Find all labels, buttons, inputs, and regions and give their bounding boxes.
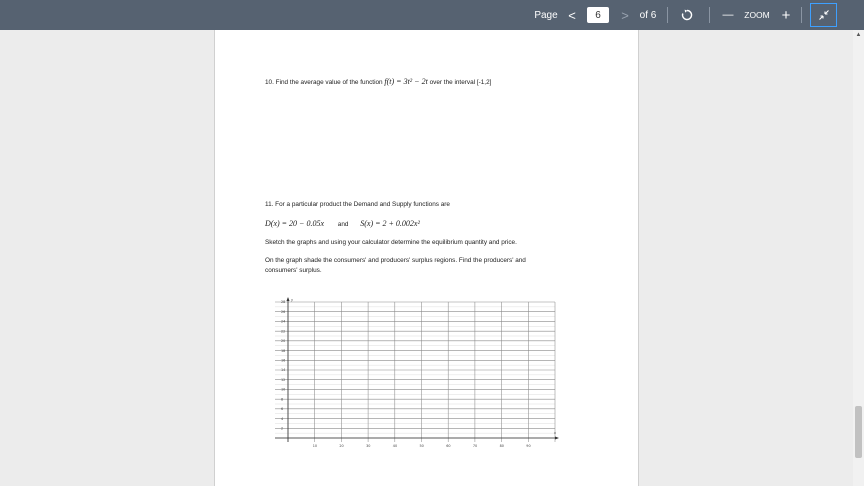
grid-lines	[275, 302, 555, 442]
supply-function: S(x) = 2 + 0.002x²	[360, 219, 420, 228]
tick-labels	[281, 300, 531, 448]
y-tick-label: 2	[281, 426, 284, 431]
y-tick-label: 26	[281, 309, 286, 314]
x-axis-arrow	[555, 437, 559, 440]
y-tick-label: 10	[281, 387, 286, 392]
scrollbar-thumb[interactable]	[855, 406, 862, 458]
q11-shade-instruction-line1: On the graph shade the consumers' and producers' surplus regions. Find the producers' and	[265, 257, 526, 264]
y-tick-label: 14	[281, 368, 286, 373]
y-tick-label: 6	[281, 407, 284, 412]
x-tick-label: 60	[446, 444, 451, 448]
y-tick-label: 24	[281, 319, 286, 324]
x-tick-label: 20	[339, 444, 344, 448]
q10-suffix: over the interval [-1,2]	[429, 79, 492, 86]
toolbar-divider	[801, 7, 802, 23]
axes	[275, 297, 559, 442]
x-tick-label: 90	[526, 444, 531, 448]
viewer-toolbar	[0, 0, 864, 30]
question-10	[265, 77, 491, 86]
toolbar-divider	[667, 7, 668, 23]
collapse-icon	[818, 9, 830, 21]
x-tick-label: 40	[392, 444, 398, 448]
page-label: Page	[534, 9, 558, 21]
rotate-button[interactable]	[676, 0, 698, 30]
page-number-input[interactable]: 6	[587, 7, 609, 23]
y-tick-label: 8	[281, 397, 284, 402]
q11-shade-instruction-line2: consumers' surplus.	[265, 267, 322, 274]
zoom-in-button[interactable]: +	[781, 6, 791, 24]
x-tick-label: 80	[499, 444, 504, 448]
x-axis-label: x	[554, 431, 557, 435]
graph-grid	[263, 296, 563, 456]
scroll-up-icon[interactable]: ▲	[855, 32, 862, 38]
y-tick-label: 4	[281, 416, 284, 421]
prev-page-button[interactable]: <	[568, 7, 576, 23]
y-tick-label: 28	[281, 300, 286, 305]
next-page-button[interactable]: >	[621, 7, 629, 23]
y-tick-label: 18	[281, 348, 286, 353]
x-tick-label: 50	[419, 444, 424, 448]
zoom-label: ZOOM	[744, 10, 770, 20]
y-axis-arrow	[287, 297, 290, 301]
q10-prefix: 10. Find the average value of the function	[265, 79, 383, 86]
rotate-icon	[681, 9, 693, 21]
q10-formula: f(t) = 3t² − 2t	[384, 77, 428, 86]
document-page	[214, 30, 639, 486]
x-tick-label: 70	[472, 444, 478, 448]
exit-fullscreen-button[interactable]	[810, 3, 837, 27]
toolbar-divider	[709, 7, 710, 23]
y-axis-label: y	[291, 298, 294, 302]
demand-function: D(x) = 20 − 0.05x	[265, 219, 325, 228]
y-tick-label: 12	[281, 377, 286, 382]
q11-sketch-instruction: Sketch the graphs and using your calculator determine the equilibrium quantity and price.	[265, 239, 517, 246]
x-tick-label: 30	[366, 444, 371, 448]
y-tick-label: 16	[281, 358, 286, 363]
zoom-out-button[interactable]: —	[722, 9, 734, 21]
q11-intro: 11. For a particular product the Demand and Supply functions are	[265, 201, 450, 208]
y-tick-label: 22	[281, 329, 286, 334]
y-tick-label: 20	[281, 339, 286, 344]
and-text: and	[337, 221, 349, 228]
q11-functions	[265, 219, 420, 228]
total-pages-label: of 6	[639, 9, 657, 21]
x-tick-label: 10	[312, 444, 318, 448]
vertical-scrollbar[interactable]	[853, 30, 864, 486]
